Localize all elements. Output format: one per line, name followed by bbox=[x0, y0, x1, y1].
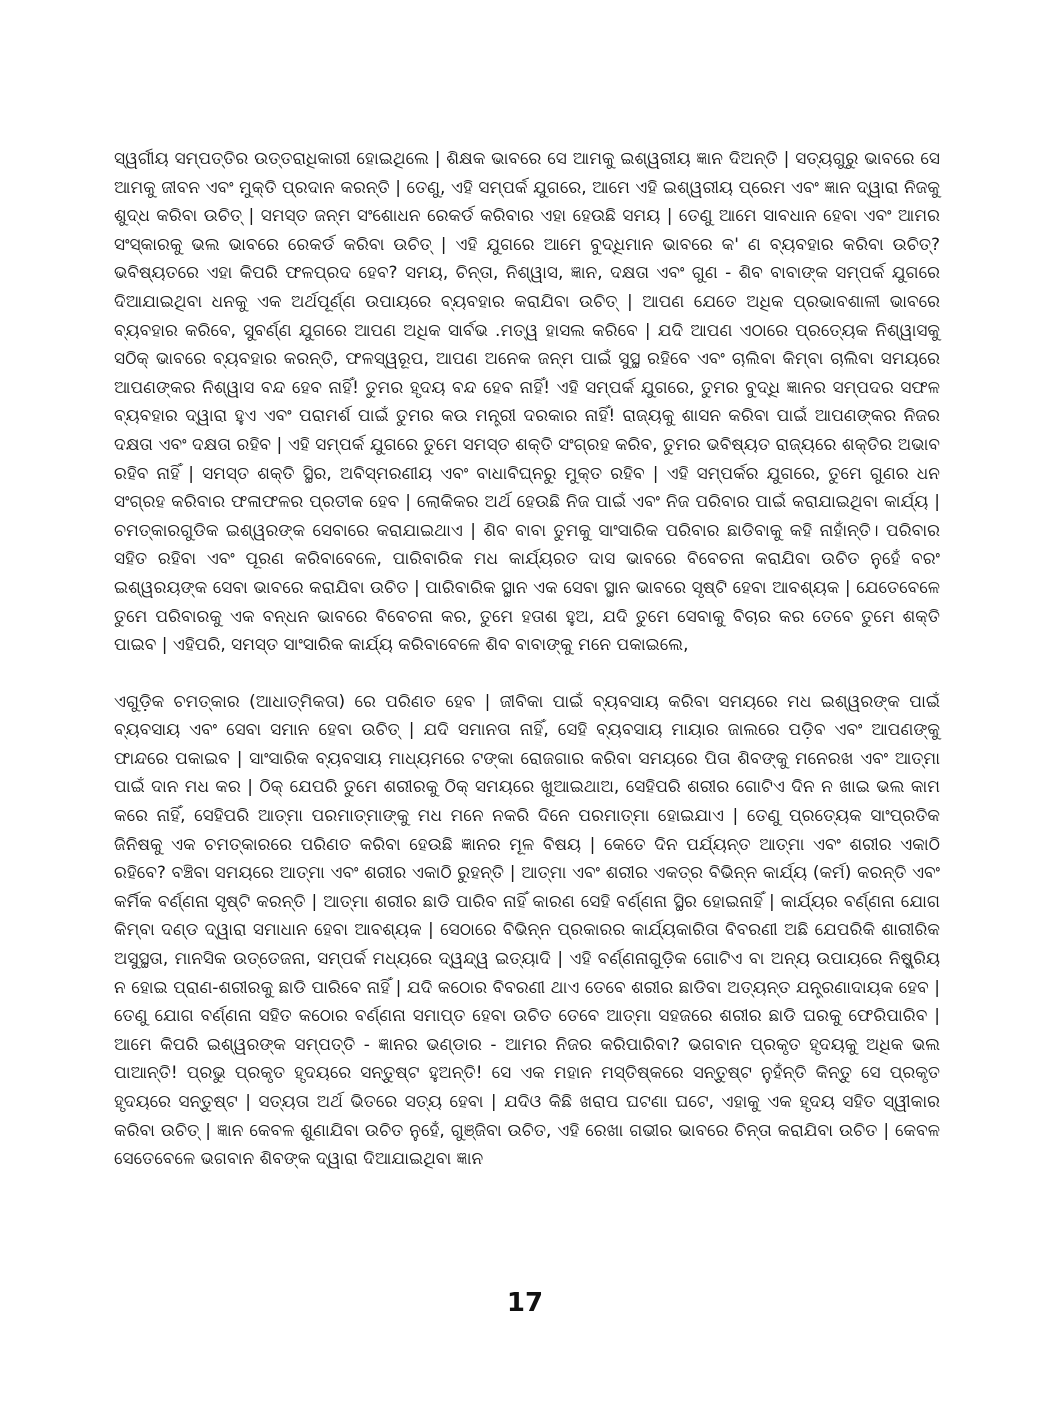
page-body bbox=[114, 145, 940, 1174]
page-number: 17 bbox=[506, 1288, 544, 1318]
paragraph-1: ସ୍ୱର୍ଗୀୟ ସମ୍ପତ୍ତିର ଉତ୍ତରାଧିକାରୀ ହୋଇଥିଲେ | ଶିକ୍ଷକ ଭାବରେ ସେ ଆମକୁ ଇଶ୍ୱରୀୟ ଜ୍ଞାନ ଦିଅନ୍ତି | ସତ୍ୟଗୁରୁ ଭାବରେ ସେ ଆମକୁ ଜୀବନ ଏବଂ ମୁକ୍ତି ପ୍ରଦାନ କରନ୍ତି | ତେଣୁ, ଏହି ସମ୍ପର୍କ ଯୁଗରେ, ଆମେ ଏହି ଇଶ୍ୱରୀୟ ପ୍ରେମ ଏବଂ ଜ୍ଞାନ ଦ୍ୱାରା ନିଜକୁ ଶୁଦ୍ଧ କରିବା ଉଚିତ୍ | ସମସ୍ତ ଜନ୍ମ ସଂଶୋଧନ ରେକର୍ଡ କରିବାର ଏହା ହେଉଛି ସମୟ | ତେଣୁ ଆମେ ସାବଧାନ ହେବା ଏବଂ ଆମର ସଂସ୍କାରକୁ ଭଲ ଭାବରେ ରେକର୍ଡ କରିବା ଉଚିତ୍ | ଏହି ଯୁଗରେ ଆମେ ବୁଦ୍ଧିମାନ ଭାବରେ କ' ଣ ବ୍ୟବହାର କରିବା ଉଚିତ୍? ଭବିଷ୍ୟତରେ ଏହା କିପରି ଫଳପ୍ରଦ ହେବ? ସମୟ, ଚିନ୍ତା, ନିଶ୍ୱାସ, ଜ୍ଞାନ, ଦକ୍ଷତା ଏବଂ ଗୁଣ - ଶିବ ବାବାଙ୍କ ସମ୍ପର୍କ ଯୁଗରେ ଦିଆଯାଇଥିବା ଧନକୁ ଏକ ଅର୍ଥପୂର୍ଣ୍ଣ ଉପାୟରେ ବ୍ୟବହାର କରାଯିବା ଉଚିତ୍ | ଆପଣ ଯେତେ ଅଧିକ ପ୍ରଭାବଶାଳୀ ଭାବରେ ବ୍ୟବହାର କରିବେ, ସୁବର୍ଣ୍ଣ ଯୁଗରେ ଆପଣ ଅଧିକ ସାର୍ବଭ .ମତ୍ୱ ହାସଲ କରିବେ | ଯଦି ଆପଣ ଏଠାରେ ପ୍ରତ୍ୟେକ ନିଶ୍ୱାସକୁ ସଠିକ୍ ଭାବରେ ବ୍ୟବହାର କରନ୍ତି, ଫଳସ୍ୱରୂପ, ଆପଣ ଅନେକ ଜନ୍ମ ପାଇଁ ସୁସ୍ଥ ରହିବେ ଏବଂ ଚାଲିବା କିମ୍ବା ଚାଲିବା ସମୟରେ ଆପଣଙ୍କର ନିଶ୍ୱାସ ବନ୍ଦ ହେବ ନାହିଁ! ତୁମର ହୃଦୟ ବନ୍ଦ ହେବ ନାହିଁ! ଏହି ସମ୍ପର୍କ ଯୁଗରେ, ତୁମର ବୁଦ୍ଧି ଜ୍ଞାନର ସମ୍ପଦର ସଫଳ ବ୍ୟବହାର ଦ୍ୱାରା ହୁଏ ଏବଂ ପରାମର୍ଶ ପାଇଁ ତୁମର କଉ ମନ୍ତ୍ରୀ ଦରକାର ନାହିଁ! ରାଜ୍ୟକୁ ଶାସନ କରିବା ପାଇଁ ଆପଣଙ୍କର ନିଜର ଦକ୍ଷତା ଏବଂ ଦକ୍ଷତା ରହିବ | ଏହି ସମ୍ପର୍କ ଯୁଗରେ ତୁମେ ସମସ୍ତ ଶକ୍ତି ସଂଗ୍ରହ କରିବ, ତୁମର ଭବିଷ୍ୟତ ରାଜ୍ୟରେ ଶକ୍ତିର ଅଭାବ ରହିବ ନାହିଁ | ସମସ୍ତ ଶକ୍ତି ସ୍ଥିର, ଅବିସ୍ମରଣୀୟ ଏବଂ ବାଧାବିଘ୍ନରୁ ମୁକ୍ତ ରହିବ | ଏହି ସମ୍ପର୍କର ଯୁଗରେ, ତୁମେ ଗୁଣର ଧନ ସଂଗ୍ରହ କରିବାର ଫଳାଫଳର ପ୍ରତୀକ ହେବ | ଲୋକିକର ଅର୍ଥ ହେଉଛି ନିଜ ପାଇଁ ଏବଂ ନିଜ ପରିବାର ପାଇଁ କରାଯାଇଥିବା କାର୍ଯ୍ୟ | ଚମତ୍କାରଗୁଡିକ ଇଶ୍ୱରଙ୍କ ସେବାରେ କରାଯାଇଥାଏ | ଶିବ ବାବା ତୁମକୁ ସାଂସାରିକ ପରିବାର ଛାଡିବାକୁ କହି ନାହାଁନ୍ତି। ପରିବାର ସହିତ ରହିବା ଏବଂ ପୂରଣ କରିବାବେଳେ, ପାରିବାରିକ ମଧ କାର୍ଯ୍ୟରତ ଦାସ ଭାବରେ ବିବେଚନା କରାଯିବା ଉଚିତ ନୁହେଁ ବରଂ ଇଶ୍ୱରୟଙ୍କ ସେବା ଭାବରେ କରାଯିବା ଉଚିତ | ପାରିବାରିକ ସ୍ଥାନ ଏକ ସେବା ସ୍ଥାନ ଭାବରେ ସୃଷ୍ଟି ହେବା ଆବଶ୍ୟକ | ଯେତେବେଳେ ତୁମେ ପରିବାରକୁ ଏକ ବନ୍ଧନ ଭାବରେ ବିବେଚନା କର, ତୁମେ ହତାଶ ହୁଅ, ଯଦି ତୁମେ ସେବାକୁ ବିଚାର କର ତେବେ ତୁମେ ଶକ୍ତି ପାଇବ | ଏହିପରି, ସମସ୍ତ ସାଂସାରିକ କାର୍ଯ୍ୟ କରିବାବେଳେ ଶିବ ବାବାଙ୍କୁ ମନେ ପକାଇଲେ, bbox=[114, 149, 940, 656]
paragraph-2: ଏଗୁଡ଼ିକ ଚମତ୍କାର (ଆଧାତ୍ମିକତା) ରେ ପରିଣତ ହେବ | ଜୀବିକା ପାଇଁ ବ୍ୟବସାୟ କରିବା ସମୟରେ ମଧ ଇଶ୍ୱରଙ୍କ ପାଇଁ ବ୍ୟବସାୟ ଏବଂ ସେବା ସମାନ ହେବା ଉଚିତ୍ | ଯଦି ସମାନତା ନାହିଁ, ସେହି ବ୍ୟବସାୟ ମାୟାର ଜାଲରେ ପଡ଼ିବ ଏବଂ ଆପଣଙ୍କୁ ଫାନ୍ଦରେ ପକାଇବ | ସାଂସାରିକ ବ୍ୟବସାୟ ମାଧ୍ୟମରେ ଟଙ୍କା ରୋଜଗାର କରିବା ସମୟରେ ପିତା ଶିବଙ୍କୁ ମନେରଖ ଏବଂ ଆତ୍ମା ପାଇଁ ଦାନ ମଧ କର | ଠିକ୍ ଯେପରି ତୁମେ ଶରୀରକୁ ଠିକ୍ ସମୟରେ ଖୁଆଇଥାଅ, ସେହିପରି ଶରୀର ଗୋଟିଏ ଦିନ ନ ଖାଇ ଭଲ କାମ କରେ ନାହିଁ, ସେହିପରି ଆତ୍ମା ପରମାତ୍ମାଙ୍କୁ ମଧ ମନେ ନକରି ଦିନେ ପରମାତ୍ମା ହୋଇଯାଏ | ତେଣୁ ପ୍ରତ୍ୟେକ ସାଂପ୍ରତିକ ଜିନିଷକୁ ଏକ ଚମତ୍କାରରେ ପରିଣତ କରିବା ହେଉଛି ଜ୍ଞାନର ମୂଳ ବିଷୟ | କେତେ ଦିନ ପର୍ଯ୍ୟନ୍ତ ଆତ୍ମା ଏବଂ ଶରୀର ଏକାଠି ରହିବେ? ବଞ୍ଚିବା ସମୟରେ ଆତ୍ମା ଏବଂ ଶରୀର ଏକାଠି ରୁହନ୍ତି | ଆତ୍ମା ଏବଂ ଶରୀର ଏକତ୍ର ବିଭିନ୍ନ କାର୍ଯ୍ୟ (କର୍ମ) କରନ୍ତି ଏବଂ କର୍ମିକ ବର୍ଣ୍ଣନା ସୃଷ୍ଟି କରନ୍ତି | ଆତ୍ମା ଶରୀର ଛାଡି ପାରିବ ନାହିଁ କାରଣ ସେହି ବର୍ଣ୍ଣନା ସ୍ଥିର ହୋଇନାହିଁ | କାର୍ଯ୍ୟର ବର୍ଣ୍ଣନା ଯୋଗ କିମ୍ବା ଦଣ୍ଡ ଦ୍ୱାରା ସମାଧାନ ହେବା ଆବଶ୍ୟକ | ସେଠାରେ ବିଭିନ୍ନ ପ୍ରକାରର କାର୍ଯ୍ୟକାରିତା ବିବରଣୀ ଅଛି ଯେପରିକି ଶାରୀରିକ ଅସୁସ୍ଥତା, ମାନସିକ ଉତ୍ତେଜନା, ସମ୍ପର୍କ ମଧ୍ୟରେ ଦ୍ୱନ୍ଦ୍ୱ ଇତ୍ୟାଦି | ଏହି ବର୍ଣ୍ଣନାଗୁଡ଼ିକ ଗୋଟିଏ ବା ଅନ୍ୟ ଉପାୟରେ ନିଷ୍କ୍ରିୟ ନ ହୋଇ ପ୍ରାଣ-ଶରୀରକୁ ଛାଡି ପାରିବେ ନାହିଁ | ଯଦି କଠୋର ବିବରଣୀ ଥାଏ ତେବେ ଶରୀର ଛାଡିବା ଅତ୍ୟନ୍ତ ଯନ୍ତ୍ରଣାଦାୟକ ହେବ | ତେଣୁ ଯୋଗ ବର୍ଣ୍ଣନା ସହିତ କଠୋର ବର୍ଣ୍ଣନା ସମାପ୍ତ ହେବା ଉଚିତ ତେବେ ଆତ୍ମା ସହଜରେ ଶରୀର ଛାଡି ଘରକୁ ଫେରିପାରିବ | ଆମେ କିପରି ଇଶ୍ୱରଙ୍କ ସମ୍ପତ୍ତି - ଜ୍ଞାନର ଭଣ୍ଡାର - ଆମର ନିଜର କରିପାରିବା? ଭଗବାନ ପ୍ରକୃତ ହୃଦୟକୁ ଅଧିକ ଭଲ ପାଆନ୍ତି! ପ୍ରଭୁ ପ୍ରକୃତ ହୃଦୟରେ ସନ୍ତୁଷ୍ଟ ହୁଅନ୍ତି! ସେ ଏକ ମହାନ ମସ୍ତିଷ୍କରେ ସନ୍ତୁଷ୍ଟ ନୁହଁନ୍ତି କିନ୍ତୁ ସେ ପ୍ରକୃତ ହୃଦୟରେ ସନ୍ତୁଷ୍ଟ | ସତ୍ୟତା ଅର୍ଥ ଭିତରେ ସତ୍ୟ ହେବା | ଯଦିଓ କିଛି ଖରାପ ଘଟଣା ଘଟେ, ଏହାକୁ ଏକ ହୃଦୟ ସହିତ ସ୍ୱୀକାର କରିବା ଉଚିତ୍ | ଜ୍ଞାନ କେବଳ ଶୁଣାଯିବା ଉଚିତ ନୁହେଁ, ଗୁଞ୍ଜିବା ଉଚିତ, ଏହି ରେଖା ଗଭୀର ଭାବରେ ଚିନ୍ତା କରାଯିବା ଉଚିତ | କେବଳ ସେତେବେଳେ ଭଗବାନ ଶିବଙ୍କ ଦ୍ୱାରା ଦିଆଯାଇଥିବା ଜ୍ଞାନ bbox=[114, 691, 940, 1170]
